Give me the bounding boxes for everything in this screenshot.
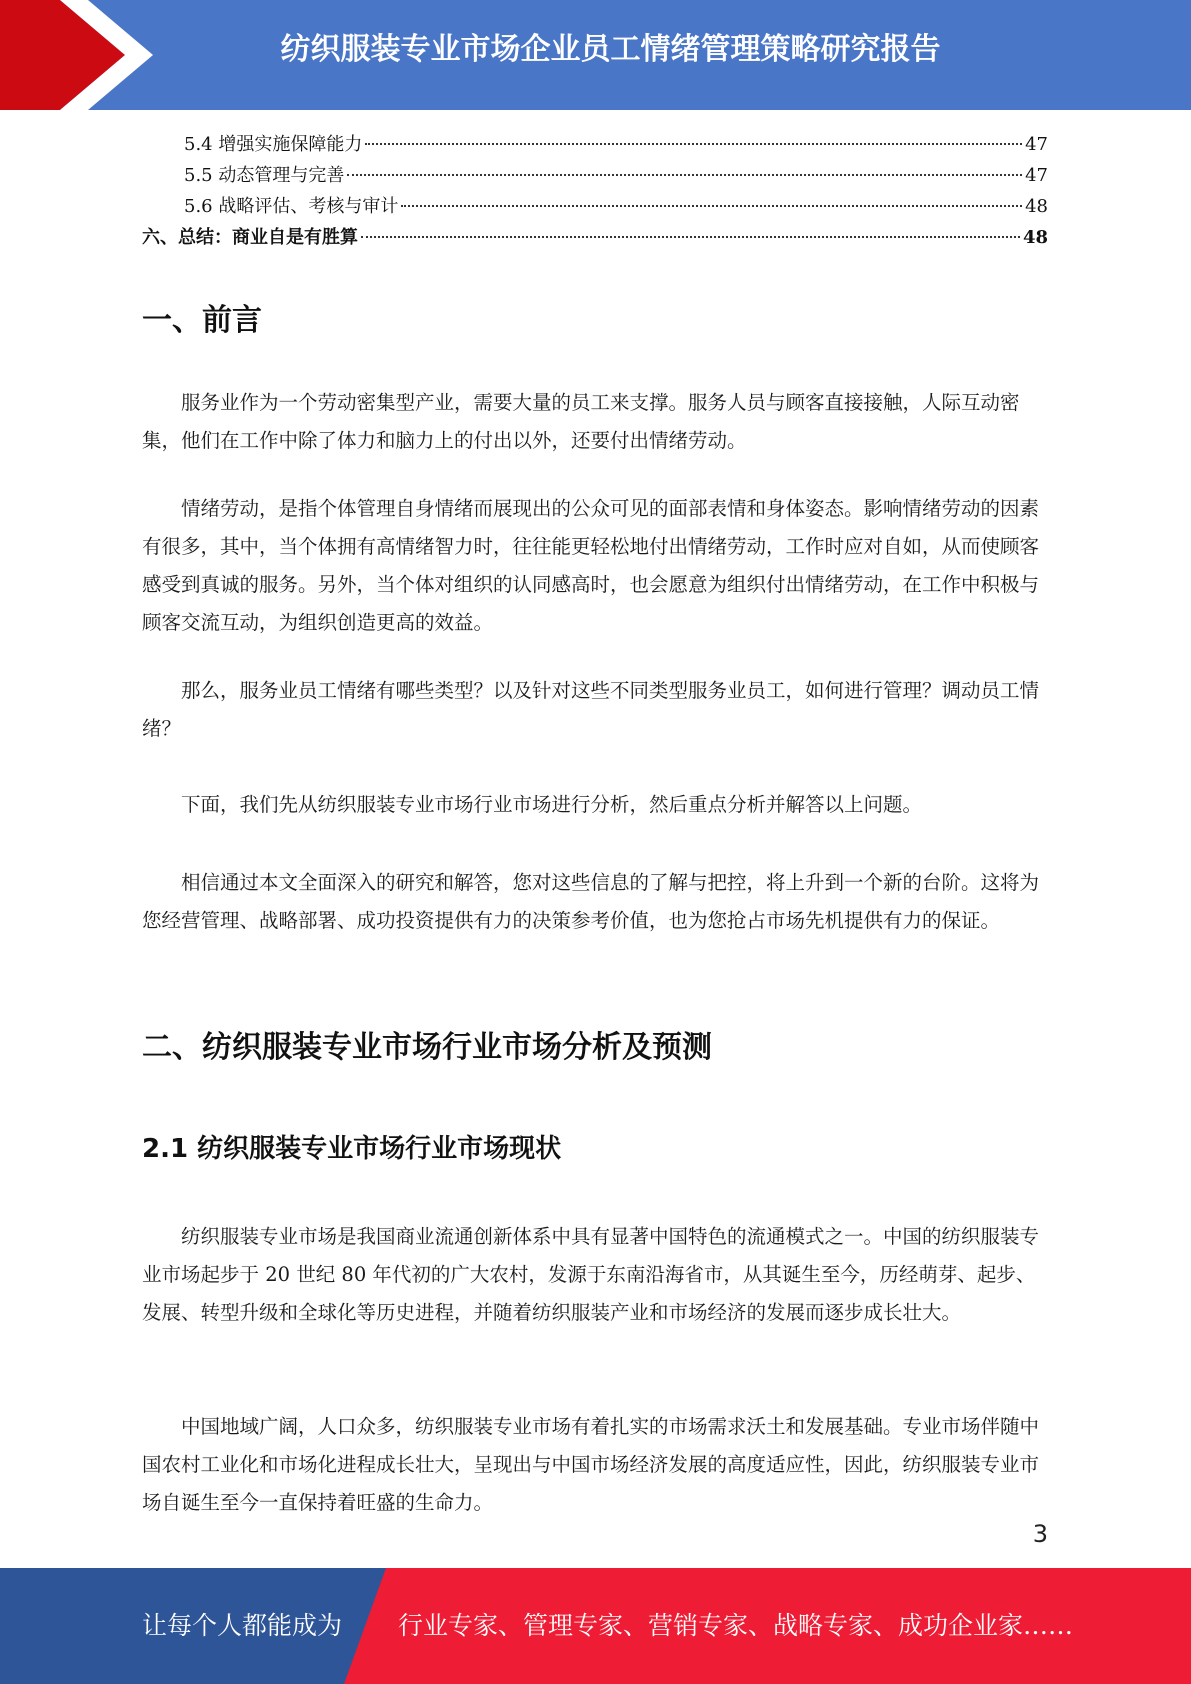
toc-entry-text: 5.4 增强实施保障能力 — [184, 134, 363, 155]
page-header — [0, 0, 1191, 110]
header-title: 纺织服装专业市场企业员工情绪管理策略研究报告 — [280, 32, 941, 67]
toc-entry-page: 47 — [1025, 134, 1048, 155]
paragraph: 纺织服装专业市场是我国商业流通创新体系中具有显著中国特色的流通模式之一。中国的纺织服装专业市场起步于 20 世纪 80 年代初的广大农村，发源于东南沿海省市，从其诞生至今，历经萌芽、起步、发展、转型升级和全球化等历史进程，并随着纺织服装产业和市场经济的发展而逐步成长壮大。 — [142, 1225, 1040, 1324]
table-of-contents — [142, 130, 1048, 254]
paragraph: 服务业作为一个劳动密集型产业，需要大量的员工来支撑。服务人员与顾客直接接触，人际互动密集，他们在工作中除了体力和脑力上的付出以外，还要付出情绪劳动。 — [142, 391, 1020, 452]
paragraph: 相信通过本文全面深入的研究和解答，您对这些信息的了解与把控，将上升到一个新的台阶。这将为您经营管理、战略部署、成功投资提供有力的决策参考价值，也为您抢占市场先机提供有力的保证。 — [142, 871, 1040, 932]
toc-leader-dots — [347, 174, 1022, 176]
subsection-heading: 2.1 纺织服装专业市场行业市场现状 — [142, 1134, 562, 1164]
section-heading: 一、前言 — [142, 303, 262, 338]
page-footer — [0, 1568, 1191, 1684]
page-number: 3 — [1032, 1520, 1048, 1548]
paragraph: 情绪劳动，是指个体管理自身情绪而展现出的公众可见的面部表情和身体姿态。影响情绪劳动的因素有很多，其中，当个体拥有高情绪智力时，往往能更轻松地付出情绪劳动，工作时应对自如，从而使顾客感受到真诚的服务。另外，当个体对组织的认同感高时，也会愿意为组织付出情绪劳动，在工作中积极与顾客交流互动，为组织创造更高的效益。 — [142, 497, 1040, 634]
toc-entry-text: 5.5 动态管理与完善 — [184, 165, 345, 186]
footer-slogan-right: 行业专家、管理专家、营销专家、战略专家、成功企业家…… — [398, 1611, 1074, 1640]
toc-entry[interactable] — [142, 223, 1048, 254]
toc-entry[interactable] — [142, 192, 1048, 223]
paragraph: 下面，我们先从纺织服装专业市场行业市场进行分析，然后重点分析并解答以上问题。 — [181, 793, 923, 816]
toc-leader-dots — [401, 205, 1022, 207]
paragraph: 那么，服务业员工情绪有哪些类型？以及针对这些不同类型服务业员工，如何进行管理？调动员工情绪？ — [142, 679, 1040, 740]
toc-entry-page: 47 — [1025, 165, 1048, 186]
toc-leader-dots — [365, 143, 1022, 145]
toc-entry[interactable] — [142, 161, 1048, 192]
toc-entry-page: 48 — [1025, 196, 1048, 217]
toc-entry-page: 48 — [1022, 227, 1048, 248]
toc-entry-text: 5.6 战略评估、考核与审计 — [184, 196, 399, 217]
toc-entry[interactable] — [142, 130, 1048, 161]
paragraph: 中国地域广阔，人口众多，纺织服装专业市场有着扎实的市场需求沃土和发展基础。专业市场伴随中国农村工业化和市场化进程成长壮大，呈现出与中国市场经济发展的高度适应性，因此，纺织服装专业市场自诞生至今一直保持着旺盛的生命力。 — [142, 1415, 1040, 1514]
section-heading: 二、纺织服装专业市场行业市场分析及预测 — [142, 1030, 712, 1065]
footer-slogan-left: 让每个人都能成为 — [142, 1611, 343, 1640]
toc-leader-dots — [361, 236, 1020, 238]
toc-entry-text: 六、总结：商业自是有胜算 — [142, 227, 358, 248]
